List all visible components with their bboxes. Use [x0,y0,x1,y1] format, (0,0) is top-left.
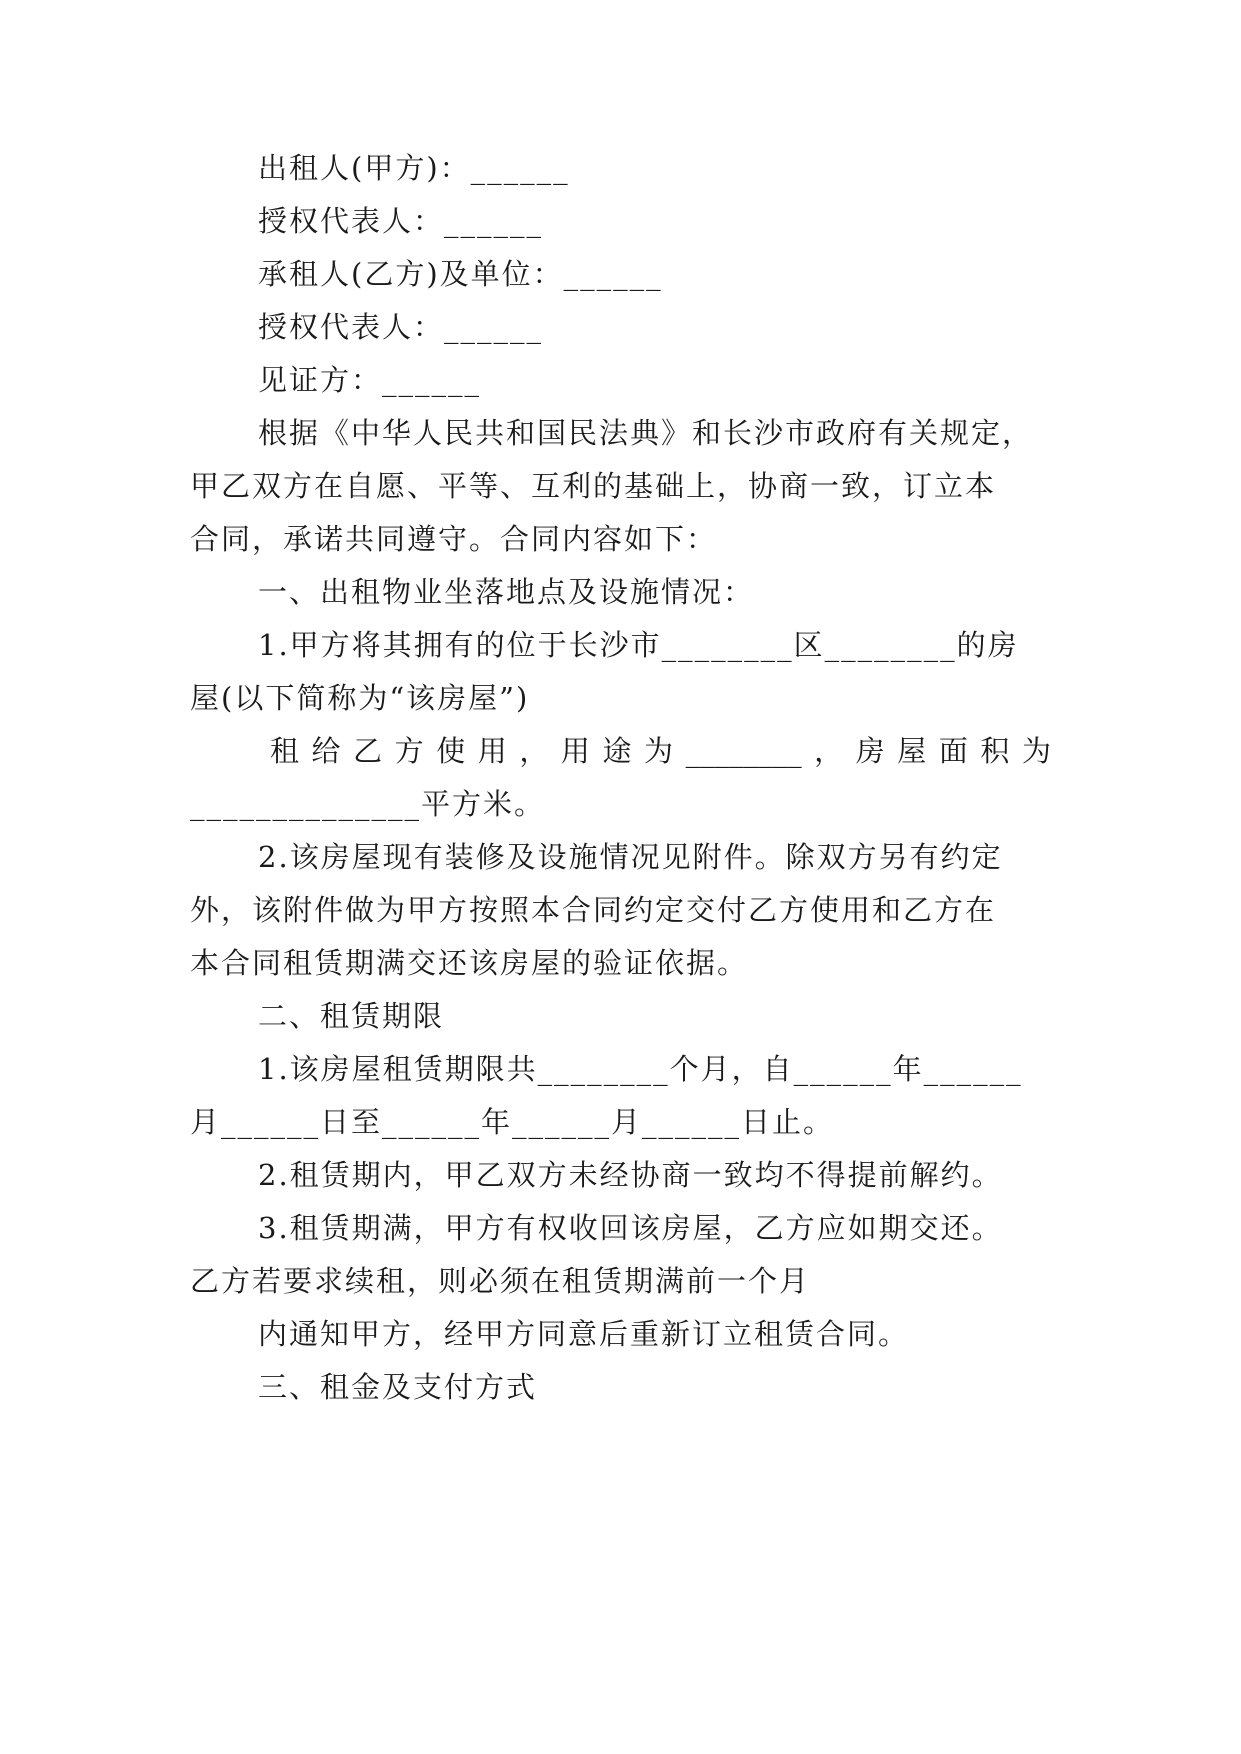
lessor-line: 出租人(甲方)：______ [258,151,570,185]
clause-1-2-line-2: 外，该附件做为甲方按照本合同约定交付乙方使用和乙方在 [190,893,997,927]
section-3-heading: 三、租金及支付方式 [258,1370,538,1404]
clause-2-1-line-1: 1.该房屋租赁期限共________个月，自______年______ [258,1052,1023,1086]
lessee-line: 承租人(乙方)及单位：______ [258,257,663,291]
preamble-line-1: 根据《中华人民共和国民法典》和长沙市政府有关规定， [258,416,1034,450]
lessor-representative-line: 授权代表人：______ [258,204,544,238]
section-2-heading: 二、租赁期限 [258,999,445,1033]
clause-1-2-line-3: 本合同租赁期满交还该房屋的验证依据。 [190,946,749,980]
clause-2-3-line-2: 乙方若要求续租，则必须在租赁期满前一个月 [190,1264,811,1298]
preamble-line-3: 合同，承诺共同遵守。合同内容如下： [190,522,718,556]
section-1-heading: 一、出租物业坐落地点及设施情况： [258,575,755,609]
clause-1-1-line-1: 1.甲方将其拥有的位于长沙市________区________的房 [258,628,1019,662]
clause-2-2: 2.租赁期内，甲乙双方未经协商一致均不得提前解约。 [258,1158,1003,1192]
clause-2-1-line-2: 月______日至______年______月______日止。 [190,1105,835,1139]
clause-1-1-line-3: 租给乙方使用，用途为________，房屋面积为 [270,734,1051,768]
clause-2-3-line-3: 内通知甲方，经甲方同意后重新订立租赁合同。 [258,1317,910,1351]
lessee-representative-line: 授权代表人：______ [258,310,544,344]
witness-line: 见证方：______ [258,363,482,397]
preamble-line-2: 甲乙双方在自愿、平等、互利的基础上，协商一致，订立本 [190,469,997,503]
clause-1-2-line-1: 2.该房屋现有装修及设施情况见附件。除双方另有约定 [258,840,1003,874]
clause-1-1-line-2: 屋(以下简称为“该房屋”) [190,681,530,715]
clause-1-1-line-4: ______________平方米。 [190,787,546,821]
clause-2-3-line-1: 3.租赁期满，甲方有权收回该房屋，乙方应如期交还。 [258,1211,1003,1245]
